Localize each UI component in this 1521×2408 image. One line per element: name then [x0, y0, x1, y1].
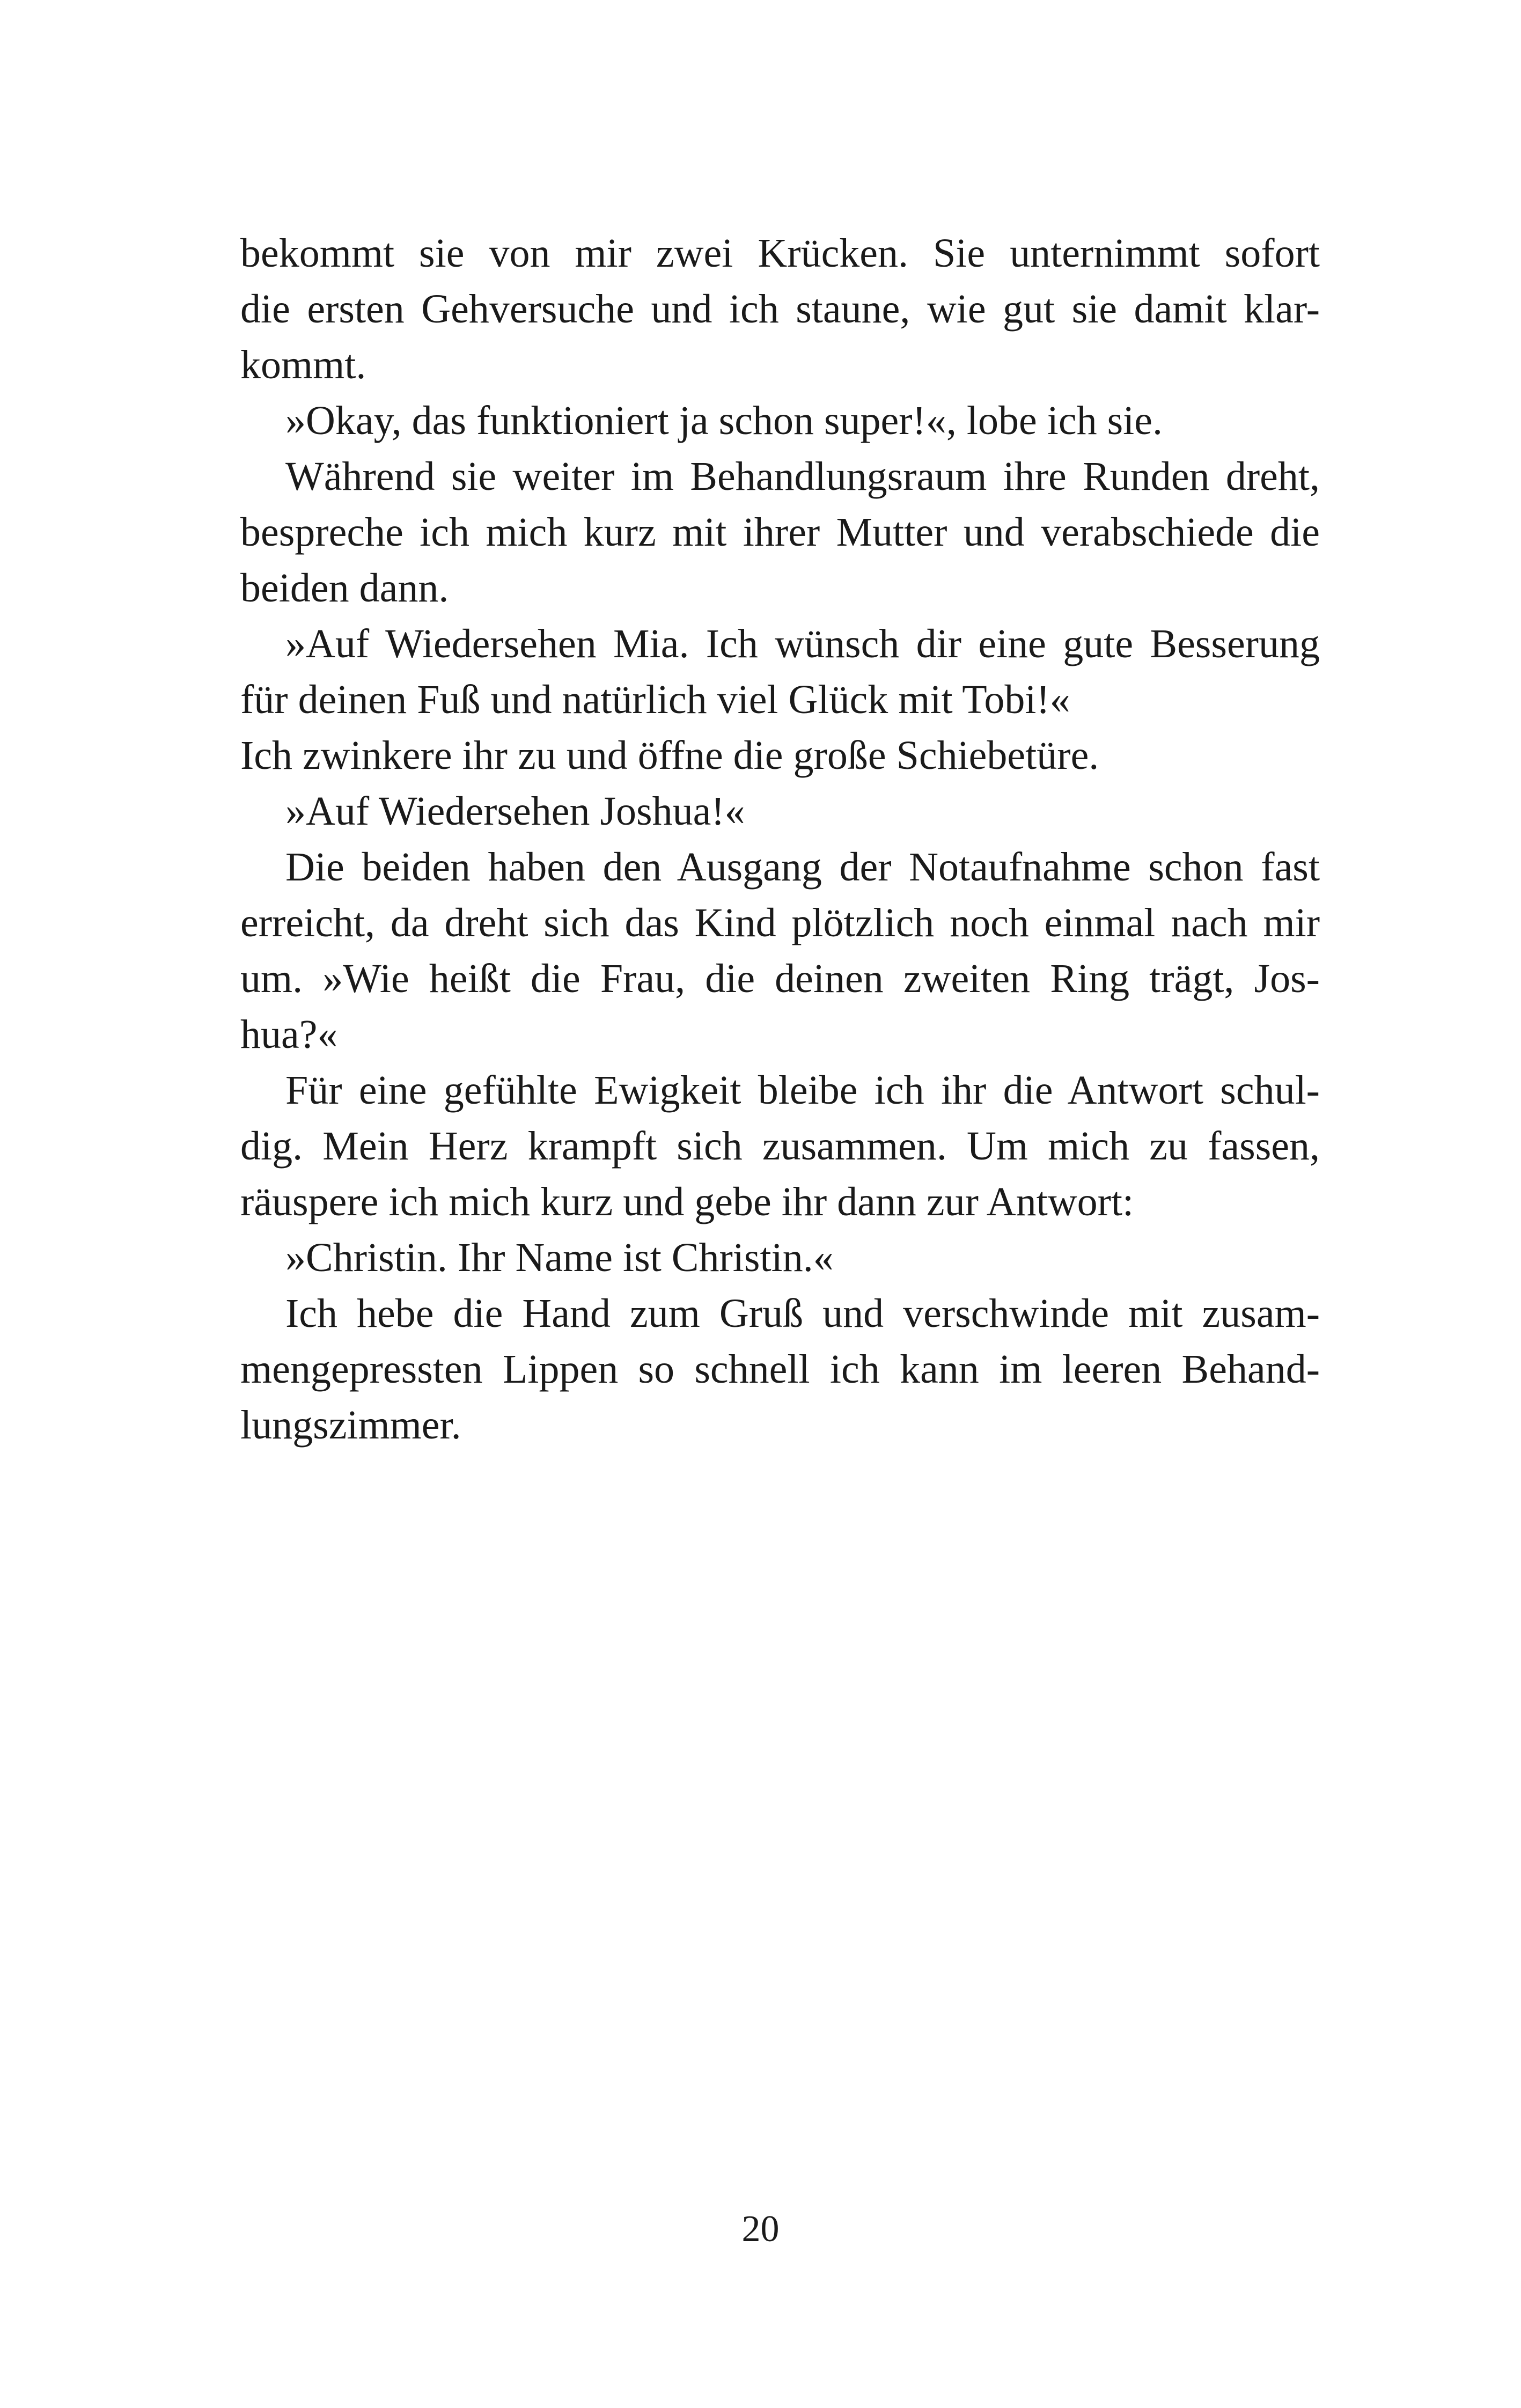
text-line: erreicht, da dreht sich das Kind plötzlich noch einmal nach mir: [240, 900, 1320, 945]
text-line: für deinen Fuß und natürlich viel Glück mit Tobi!«: [240, 677, 1070, 722]
page-number: 20: [741, 2208, 780, 2250]
text-line: lungszimmer.: [240, 1403, 461, 1448]
text-line: um. »Wie heißt die Frau, die deinen zweiten Ring trägt, Jos-: [240, 956, 1320, 1001]
text-line: »Christin. Ihr Name ist Christin.«: [285, 1235, 834, 1280]
text-line: Die beiden haben den Ausgang der Notaufnahme schon fast: [285, 845, 1320, 890]
text-line: Ich hebe die Hand zum Gruß und verschwinde mit zusam-: [285, 1291, 1320, 1336]
text-line: hua?«: [240, 1012, 338, 1057]
text-line: »Auf Wiedersehen Joshua!«: [285, 789, 745, 834]
text-line: bekommt sie von mir zwei Krücken. Sie unternimmt sofort: [240, 231, 1320, 276]
text-line: Während sie weiter im Behandlungsraum ihre Runden dreht,: [285, 454, 1320, 499]
text-line: räuspere ich mich kurz und gebe ihr dann zur Antwort:: [240, 1179, 1134, 1224]
text-line: Ich zwinkere ihr zu und öffne die große Schiebetüre.: [240, 733, 1099, 778]
text-line: kommt.: [240, 342, 366, 387]
text-line: bespreche ich mich kurz mit ihrer Mutter und verabschiede die: [240, 510, 1320, 555]
text-line: »Okay, das funktioniert ja schon super!«, lobe ich sie.: [285, 398, 1163, 443]
text-line: die ersten Gehversuche und ich staune, wie gut sie damit klar-: [240, 287, 1320, 332]
text-line: beiden dann.: [240, 566, 449, 611]
text-line: Für eine gefühlte Ewigkeit bleibe ich ihr die Antwort schul-: [285, 1068, 1320, 1113]
text-line: mengepressten Lippen so schnell ich kann im leeren Behand-: [240, 1347, 1320, 1392]
text-line: »Auf Wiedersehen Mia. Ich wünsch dir eine gute Besserung: [285, 621, 1320, 666]
body-text: [240, 225, 1320, 1453]
text-line: dig. Mein Herz krampft sich zusammen. Um mich zu fassen,: [240, 1124, 1320, 1169]
